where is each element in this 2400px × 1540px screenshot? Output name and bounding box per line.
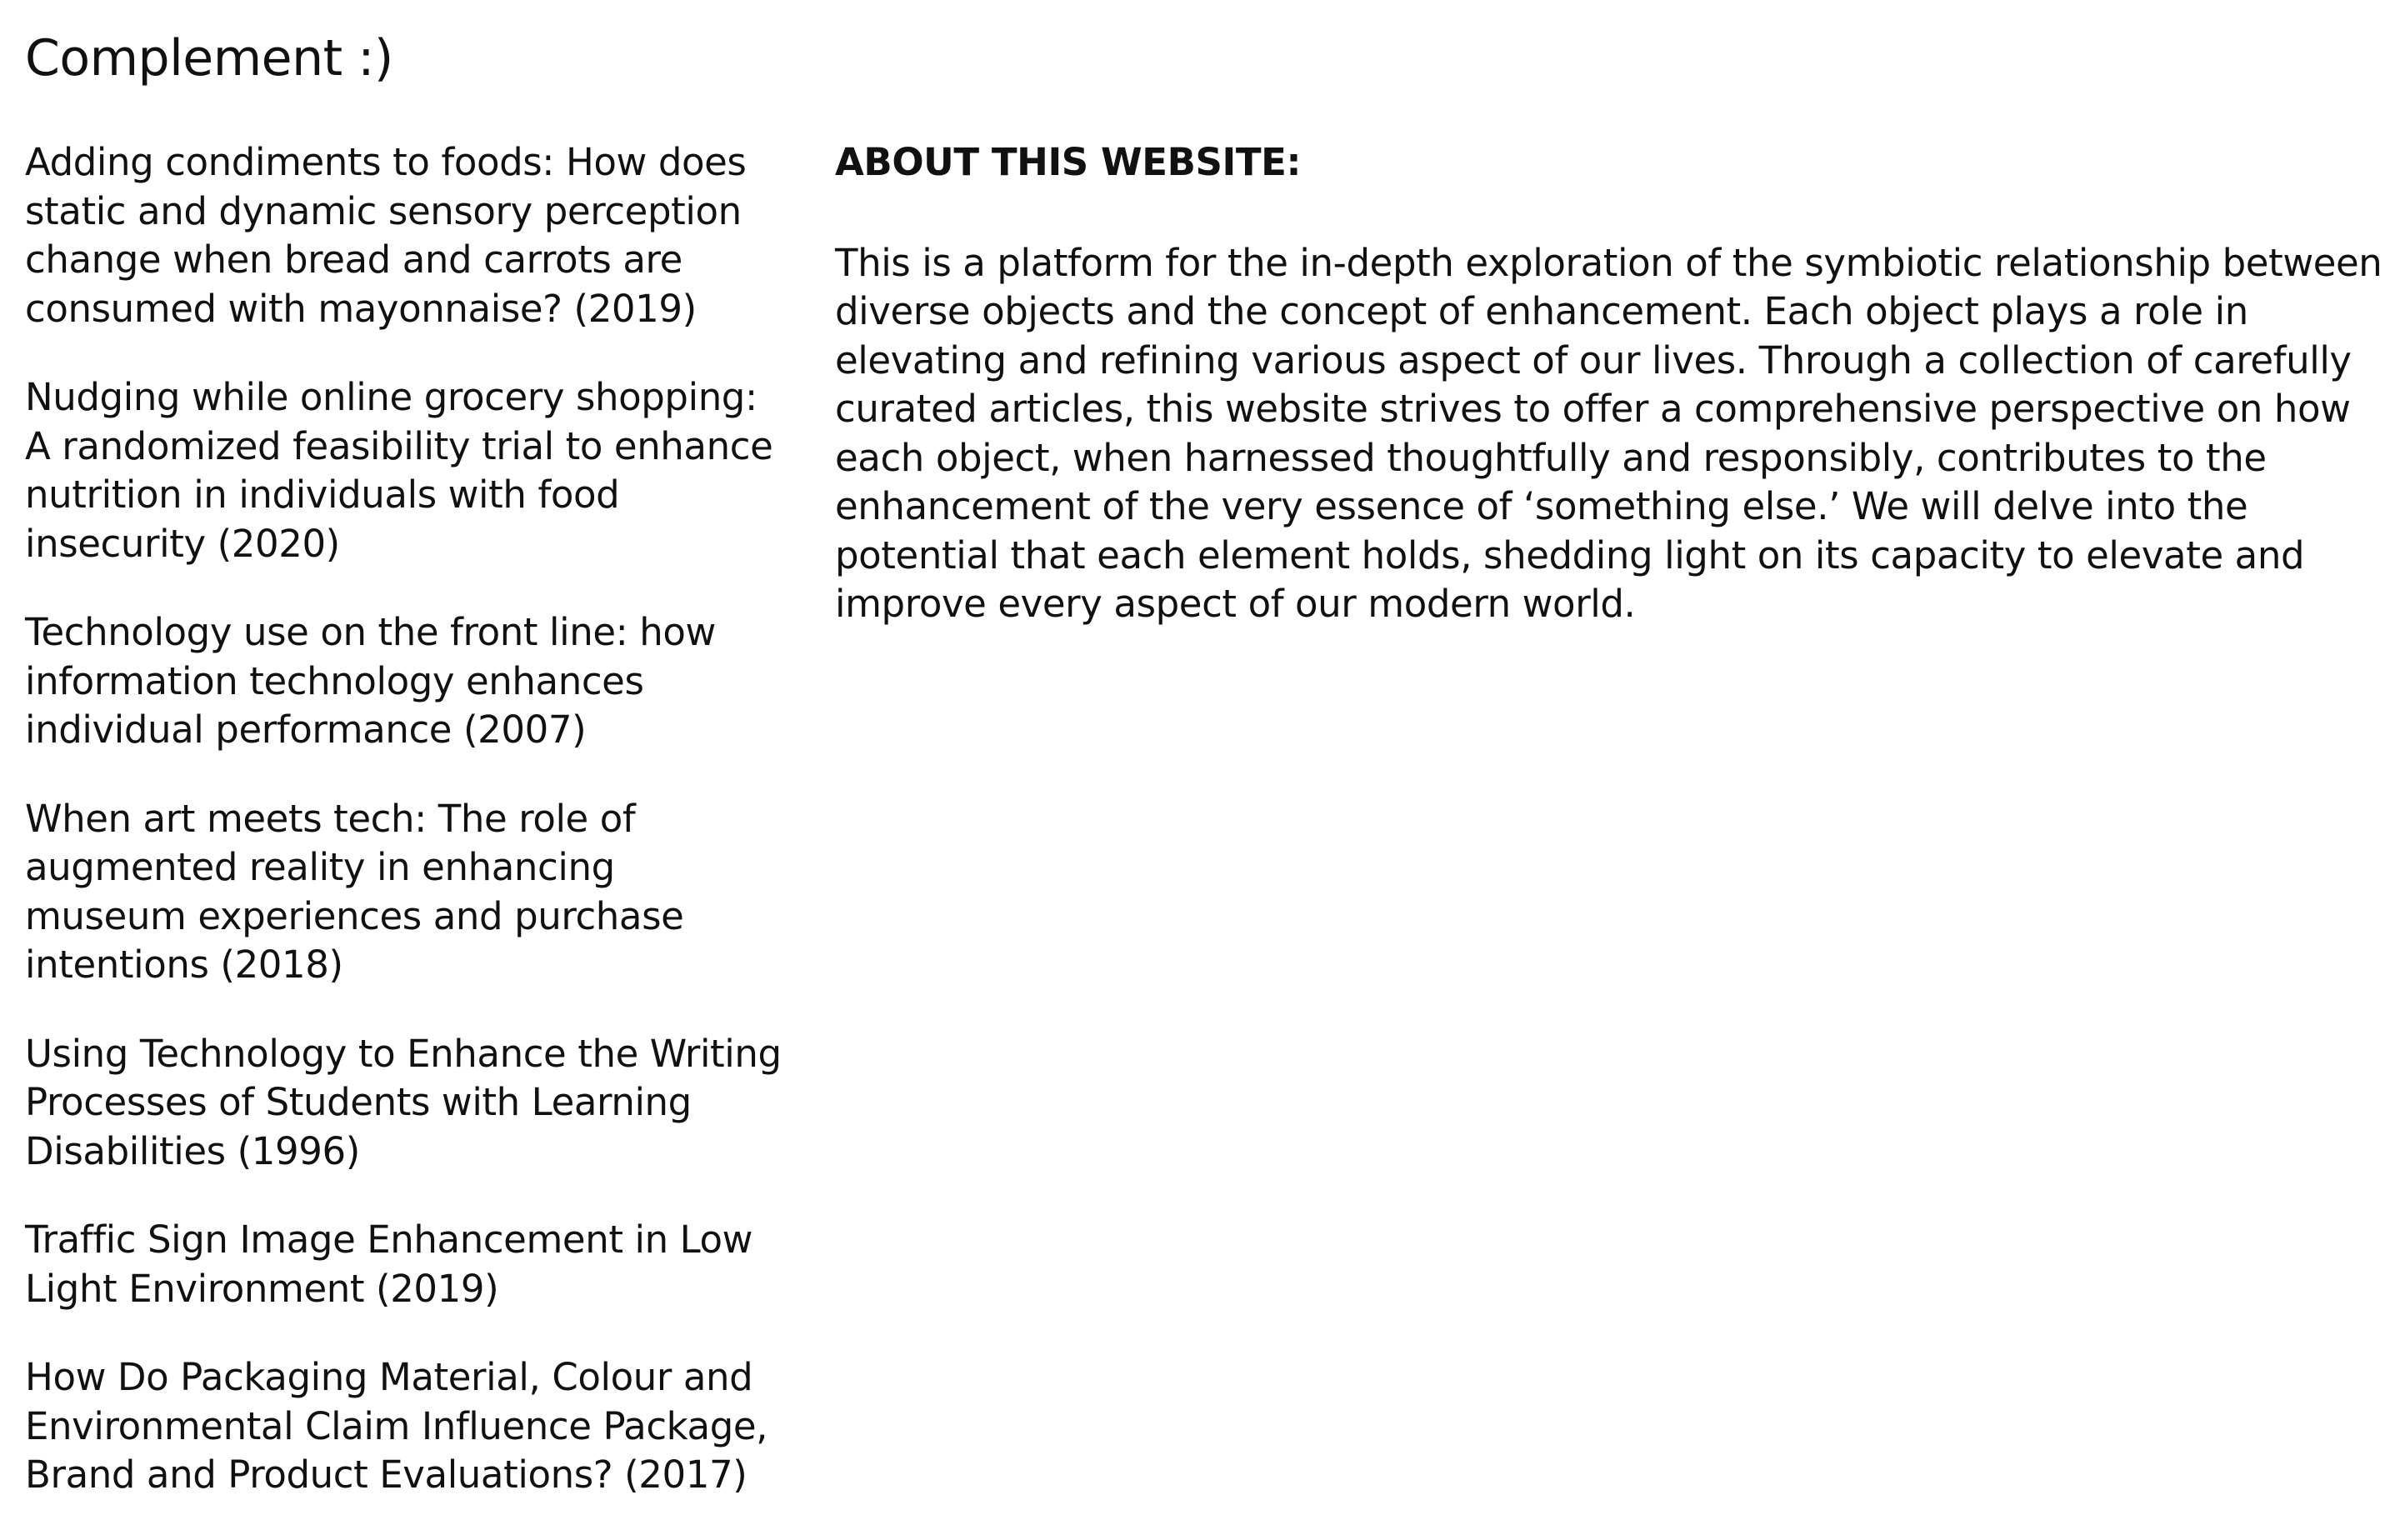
list-item: [25, 1216, 783, 1313]
list-item: [25, 608, 783, 755]
article-link[interactable]: How Do Packaging Material, Colour and Environmental Claim Influence Package, Brand and Product Evaluations? (2017): [25, 1355, 768, 1497]
article-link[interactable]: Using Technology to Enhance the Writing Processes of Students with Learning Disabilities (1996): [25, 1031, 782, 1173]
article-link[interactable]: Technology use on the front line: how information technology enhances individual performance (2007): [25, 610, 716, 752]
list-item: [25, 373, 783, 568]
article-link[interactable]: Adding condiments to foods: How does static and dynamic sensory perception change when bread and carrots are consumed with mayonnaise? (2019): [25, 140, 747, 331]
list-item: [25, 795, 783, 990]
article-link[interactable]: Traffic Sign Image Enhancement in Low Light Environment (2019): [25, 1218, 753, 1311]
about-heading: ABOUT THIS WEBSITE:: [835, 140, 1302, 184]
article-link[interactable]: When art meets tech: The role of augmented reality in enhancing museum experiences and purchase intentions (2018): [25, 796, 684, 987]
site-title[interactable]: Complement :): [25, 29, 393, 88]
list-item: [25, 1030, 783, 1177]
list-item: [25, 138, 783, 333]
about-section: [835, 138, 2385, 629]
list-item: [25, 1353, 783, 1500]
about-body: This is a platform for the in-depth exploration of the symbiotic relationship between diverse objects and the concept of enhancement. Each object plays a role in elevating and refining various aspect of our lives. Through a collection of carefully curated articles, this website strives to offer a comprehensive perspective on how each object, when harnessed thoughtfully and responsibly, contributes to the enhancement of the very essence of ‘something else.’ We will delve into the potential that each element holds, shedding light on its capacity to elevate and improve every aspect of our modern world.: [835, 240, 2382, 626]
article-list: [25, 138, 783, 1540]
article-link[interactable]: Nudging while online grocery shopping: A randomized feasibility trial to enhance nutrition in individuals with food insecurity (2020): [25, 375, 773, 566]
